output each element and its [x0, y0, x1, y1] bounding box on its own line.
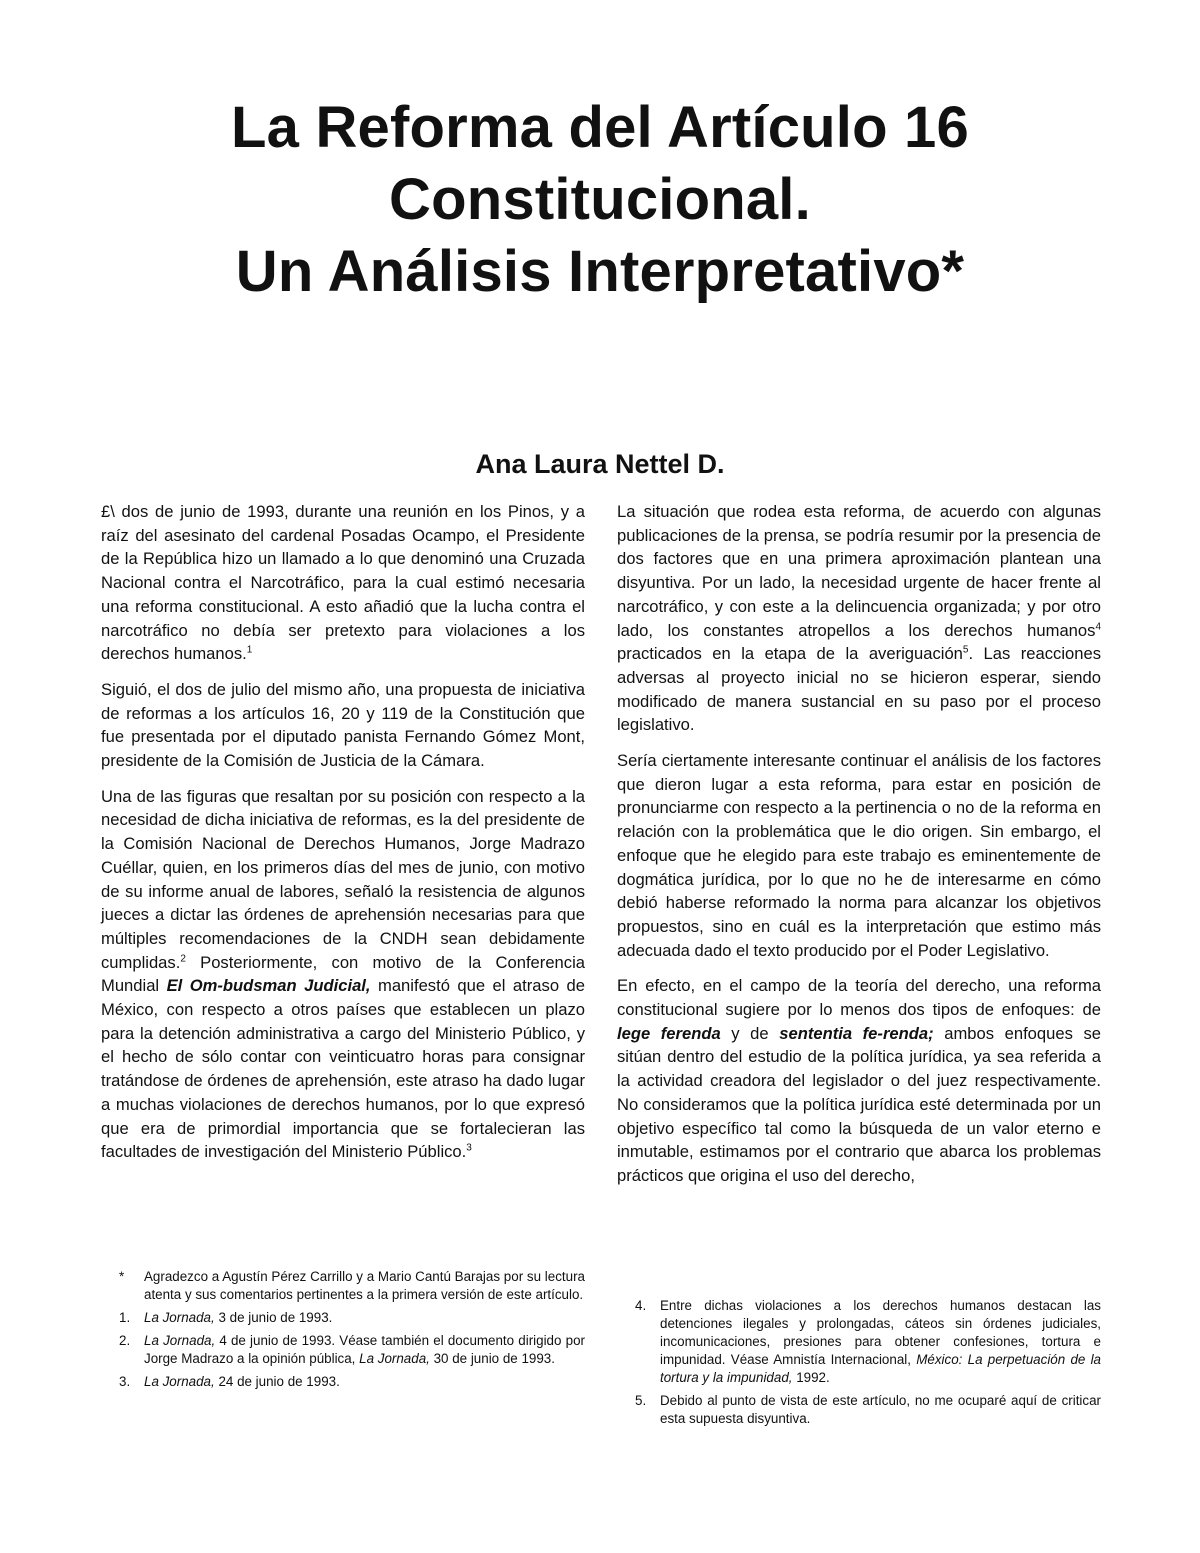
footnote-star	[101, 1268, 585, 1304]
footnote-marker: 2.	[119, 1333, 131, 1348]
paragraph-theory	[617, 974, 1101, 1187]
footnote-text: 3 de junio de 1993.	[214, 1310, 333, 1325]
title-line-1: La Reforma del Artículo 16	[231, 95, 969, 160]
footnote-3	[101, 1373, 585, 1391]
footnote-source: La Jornada,	[144, 1310, 215, 1325]
footnote-marker: 4.	[635, 1298, 647, 1313]
footnotes-right	[617, 1297, 1101, 1433]
footnote-source: La Jornada,	[144, 1374, 215, 1389]
paragraph-text: practicados en la etapa de la averiguación	[617, 644, 963, 664]
footnote-text: 30 de junio de 1993.	[429, 1351, 555, 1366]
paragraph-text: La situación que rodea esta reforma, de acuerdo con algunas publicaciones de la prensa, se podría resumir por la presencia de dos factores que en una primera aproximación plantean una disyuntiva. Por un lado, la necesidad urgente de hacer frente al narcotráfico, y con este a la delincuencia organizada; y por otro lado, los constantes atropellos a los derechos humanos	[617, 502, 1101, 640]
footnote-2	[101, 1332, 585, 1368]
footnote-source: México: La perpetuación de la tortura y la impunidad,	[660, 1352, 1102, 1385]
paragraph-cndh	[101, 785, 585, 1164]
footnote-marker: 5.	[635, 1393, 647, 1408]
footnote-marker: 3.	[119, 1374, 131, 1389]
footnote-5	[617, 1392, 1101, 1428]
footnote-text: Agradezco a Agustín Pérez Carrillo y a Mario Cantú Barajas por su lectura atenta y sus comentarios pertinentes a la primera versión de este artículo.	[144, 1269, 585, 1302]
footnote-text: 24 de junio de 1993.	[214, 1374, 340, 1389]
title-line-2: Constitucional.	[389, 167, 811, 232]
emphasis-lege-ferenda: lege ferenda	[617, 1023, 721, 1043]
paragraph-initiative: Siguió, el dos de julio del mismo año, una propuesta de iniciativa de reformas a los artículos 16, 20 y 119 de la Constitución que fue presentada por el diputado panista Fernando Gómez Mont, presidente de la Comisión de Justicia de la Cámara.	[101, 679, 585, 771]
emphasis-ombudsman: El Om-budsman Judicial,	[166, 976, 371, 996]
paragraph-text: Posteriormente, con motivo de la Conferencia Mundial	[101, 952, 585, 996]
paragraph-text: £\ dos de junio de 1993, durante una reunión en los Pinos, y a raíz del asesinato del cardenal Posadas Ocampo, el Presidente de la República hizo un llamado a lo que denominó una Cruzada Nacional contra el Narcotráfico, para la cual estimó necesaria una reforma constitucional. A esto añadió que la lucha contra el narcotráfico no debía ser pretexto para violaciones a los derechos humanos.	[101, 502, 585, 664]
footnote-source: La Jornada,	[144, 1333, 216, 1348]
paragraph-intro	[101, 500, 585, 666]
footnote-text: Entre dichas violaciones a los derechos humanos destacan las detenciones ilegales y prolongadas, cáteos sin órdenes judiciales, incomunicaciones, presiones para obtener confesiones, tortura e impunidad. Véase Amnistía Internacional,	[660, 1298, 1101, 1367]
footnote-ref-2[interactable]: 2	[180, 953, 186, 965]
paragraph-approach: Sería ciertamente interesante continuar el análisis de los factores que dieron lugar a esta reforma, para estar en posición de pronunciarme con respecto a la pertinencia o no de la reforma en relación con la problemática que le dio origen. Sin embargo, el enfoque que he elegido para este trabajo es eminentemente de dogmática jurídica, por lo que no he de interesarme en cómo debió haberse reformado la norma para alcanzar los objetivos propuestos, sino en cuál es la interpretación que estimo más adecuada dado el texto producido por el Poder Legislativo.	[617, 751, 1101, 960]
paragraph-text: Una de las figuras que resaltan por su posición con respecto a la necesidad de dicha iniciativa de reformas, es la del presidente de la Comisión Nacional de Derechos Humanos, Jorge Madrazo Cuéllar, quien, en los primeros días del mes de junio, con motivo de su informe anual de labores, señaló la resistencia de algunos jueces a dictar las órdenes de aprehensión necesarias para que múltiples recomendaciones de la CNDH sean debidamente cumplidas.	[101, 786, 585, 972]
paragraph-text: ambos enfoques se sitúan dentro del estudio de la política jurídica, ya sea referida a la actividad creadora del legislador o del juez respectivamente. No consideramos que la política jurídica esté determinada por un objetivo específico tal como la búsqueda de un valor eterno e inmutable, estimamos por el contrario que abarca los problemas prácticos que origina el uso del derecho,	[617, 1023, 1101, 1185]
footnote-1	[101, 1309, 585, 1327]
paragraph-text: En efecto, en el campo de la teoría del derecho, una reforma constitucional sugiere por lo menos dos tipos de enfoques: de	[617, 976, 1101, 1020]
paragraph-situation	[617, 500, 1101, 737]
author-name: Ana Laura Nettel D.	[475, 449, 725, 479]
footnote-source: La Jornada,	[359, 1351, 430, 1366]
footnote-marker: *	[119, 1269, 125, 1284]
paragraph-text: manifestó que el atraso de México, con respecto a otros países que establecen un plazo para la detención administrativa a cargo del Ministerio Público, y el hecho de sólo contar con veinticuatro horas para consignar tratándose de órdenes de aprehensión, este atraso ha dado lugar a muchas violaciones de derechos humanos, por lo que expresó que era de primordial importancia que se fortalecieran las facultades de investigación del Ministerio Público.	[101, 976, 585, 1162]
left-column	[101, 500, 585, 1176]
footnote-4	[617, 1297, 1101, 1387]
footnote-ref-4[interactable]: 4	[1095, 620, 1101, 632]
emphasis-sententia-ferenda: sententia fe-renda;	[779, 1023, 934, 1043]
right-column	[617, 500, 1101, 1200]
paragraph-text: . Las reacciones adversas al proyecto inicial no se hicieron esperar, siendo modificado de manera sustancial en su paso por el proceso legislativo.	[617, 644, 1101, 735]
paragraph-text: y de	[720, 1023, 780, 1043]
title-line-3: Un Análisis Interpretativo*	[235, 239, 965, 304]
footnote-text: 1992.	[792, 1370, 830, 1385]
footnote-ref-3[interactable]: 3	[466, 1142, 472, 1154]
footnote-marker: 1.	[119, 1310, 131, 1325]
article-title	[0, 92, 1200, 308]
footnote-text: 4 de junio de 1993. Véase también el documento dirigido por Jorge Madrazo a la opinión pública,	[144, 1333, 585, 1366]
footnote-text: Debido al punto de vista de este artículo, no me ocuparé aquí de criticar esta supuesta disyuntiva.	[660, 1393, 1101, 1426]
footnotes-left	[101, 1268, 585, 1396]
footnote-ref-5[interactable]: 5	[962, 644, 969, 656]
footnote-ref-1[interactable]: 1	[246, 644, 253, 656]
